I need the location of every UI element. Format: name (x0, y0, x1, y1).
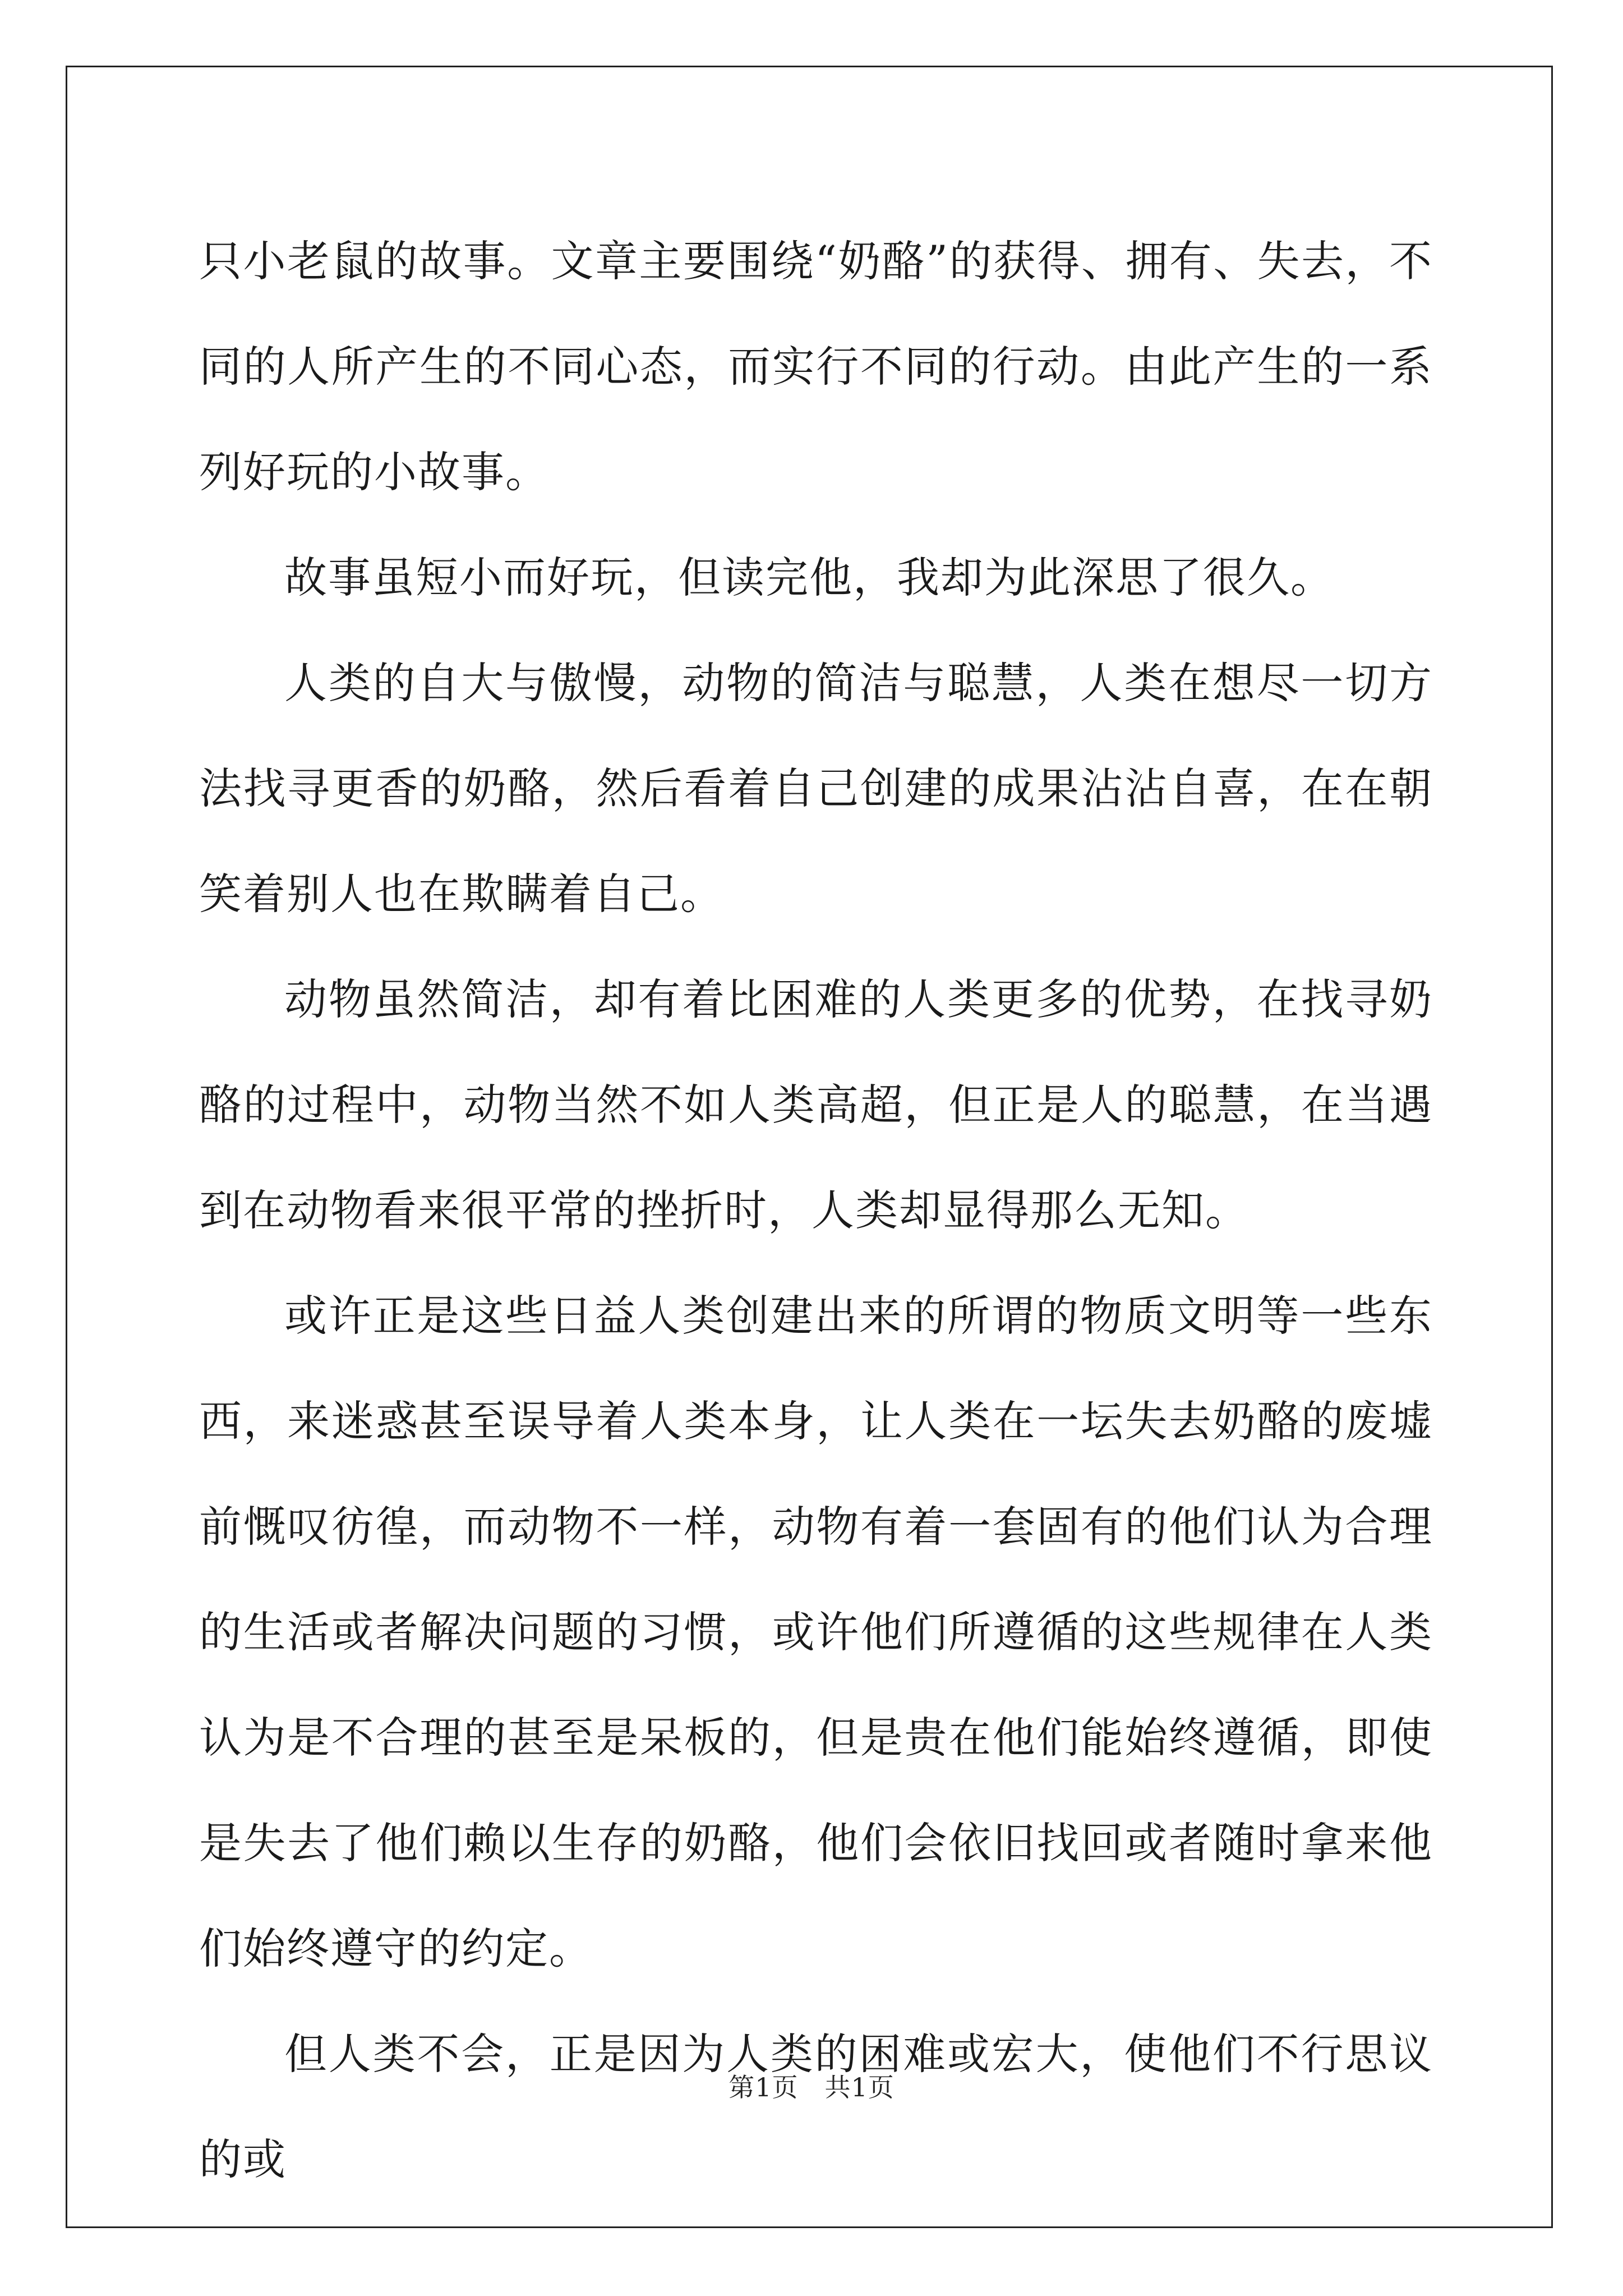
page-footer: 第1页 共1页 (728, 2072, 895, 2102)
paragraph-4: 动物虽然简洁，却有着比困难的人类更多的优势，在找寻奶酪的过程中，动物当然不如人类高超，但正是人的聪慧，在当遇到在动物看来很平常的挫折时，人类却显得那么无知。 (199, 974, 1433, 1235)
document-body (199, 209, 1433, 2212)
paragraph-5: 或许正是这些日益人类创建出来的所谓的物质文明等一些东西，来迷惑甚至误导着人类本身，让人类在一坛失去奶酪的废墟前慨叹彷徨，而动物不一样，动物有着一套固有的他们认为合理的生活或者解决问题的习惯，或许他们所遵循的这些规律在人类认为是不合理的甚至是呆板的，但是贵在他们能始终遵循，即使是失去了他们赖以生存的奶酪，他们会依旧找回或者随时拿来他们始终遵守的约定。 (199, 1291, 1433, 1973)
paragraph-1: 只小老鼠的故事。文章主要围绕“奶酪”的获得、拥有、失去，不同的人所产生的不同心态，而实行不同的行动。由此产生的一系列好玩的小故事。 (199, 236, 1433, 497)
paragraph-3: 人类的自大与傲慢，动物的简洁与聪慧，人类在想尽一切方法找寻更香的奶酪，然后看着自己创建的成果沾沾自喜，在在朝笑着别人也在欺瞒着自己。 (199, 658, 1433, 919)
paragraph-6: 但人类不会，正是因为人类的困难或宏大，使他们不行思议的或 (199, 2029, 1433, 2184)
paragraph-2: 故事虽短小而好玩，但读完他，我却为此深思了很久。 (284, 553, 1334, 602)
